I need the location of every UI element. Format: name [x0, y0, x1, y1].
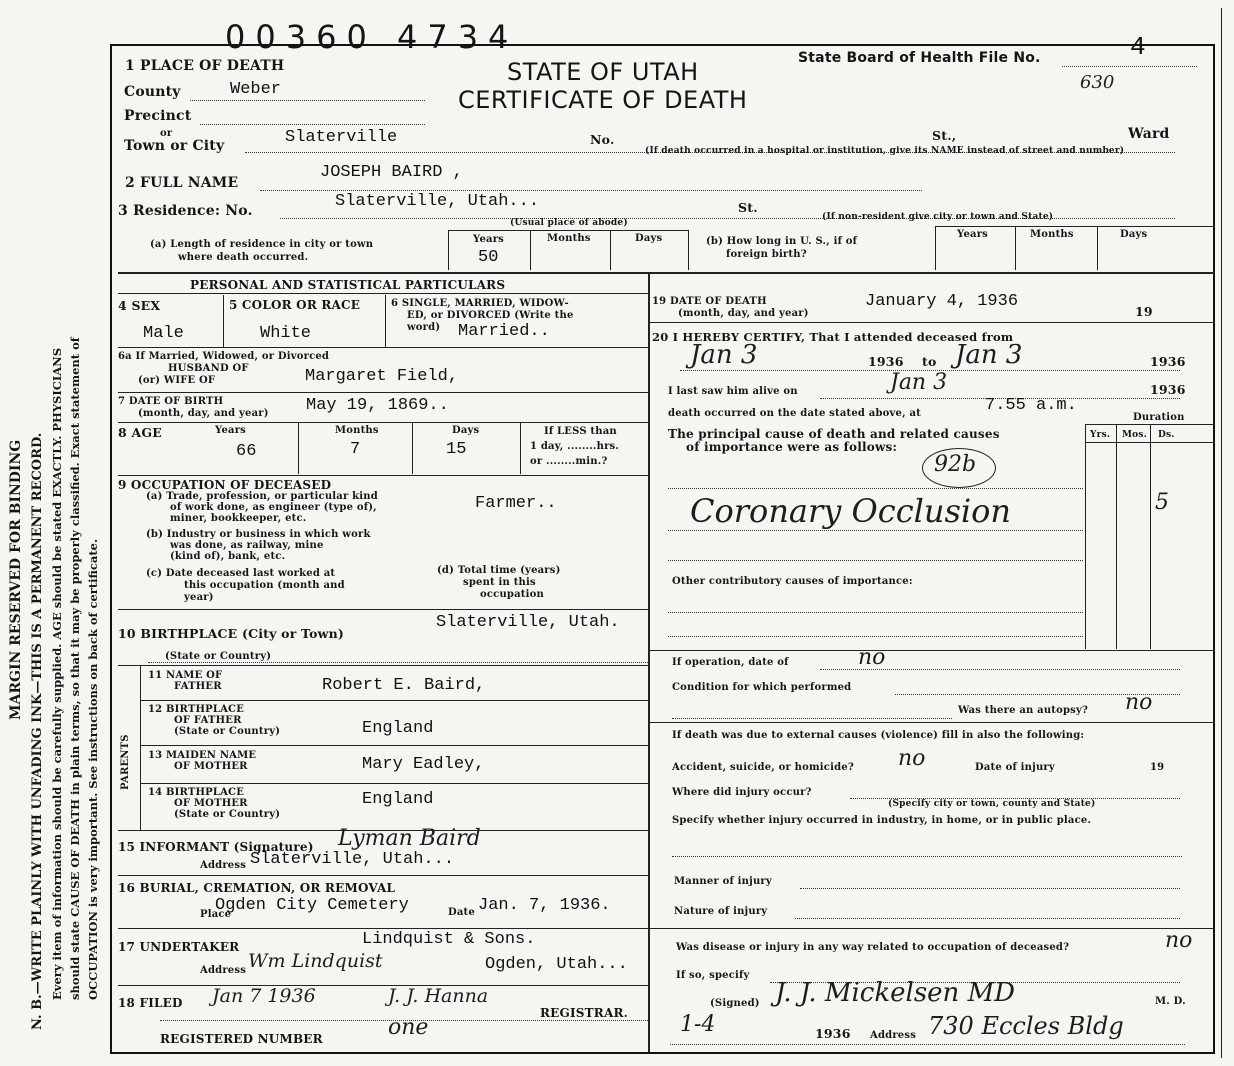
instructions-line-2: should state CAUSE OF DEATH in plain terms, so that it may be properly classified. Exact statement of	[68, 337, 82, 1000]
instructions-line-1: Every item of information should be carefully supplied. AGE should be stated EXACTLY. PHYSICIANS	[50, 347, 64, 1000]
occupation-a-label: (a) Trade, profession, or particular kind of work done, as engineer (type of), miner, bookkeeper, etc.	[146, 491, 378, 524]
registrar-signature: J. J. Hanna	[388, 985, 489, 1007]
attended-to-label: to	[922, 354, 937, 369]
residence-years-value: 50	[478, 248, 499, 267]
us-years-label: Years	[957, 229, 989, 240]
duration-months-label: Mos.	[1122, 430, 1147, 440]
cause-code-circle	[922, 448, 996, 488]
place-of-death-label: 1 PLACE OF DEATH	[125, 58, 285, 74]
age-label: 8 AGE	[118, 425, 162, 440]
death-time: 7.55 a.m.	[985, 396, 1077, 415]
undertaker-label: 17 UNDERTAKER	[118, 940, 240, 954]
occupation-value: Farmer..	[475, 494, 557, 513]
age-years-value: 66	[236, 442, 257, 461]
cause-code: 92b	[934, 452, 977, 477]
registered-number: one	[388, 1015, 429, 1040]
contributory-causes-label: Other contributory causes of importance:	[672, 576, 913, 587]
last-saw-label: I last saw him alive on	[668, 386, 798, 397]
us-residence-label: (b) How long in U. S., if of foreign birth?	[706, 236, 858, 260]
occupation-c-label: (c) Date deceased last worked at this occupation (month and year)	[146, 568, 345, 603]
sex-value: Male	[143, 324, 184, 343]
residence-months-label: Months	[547, 233, 591, 244]
spouse-value: Margaret Field,	[305, 367, 459, 386]
father-birthplace-value: England	[362, 719, 434, 738]
informant-label: 15 INFORMANT (Signature)	[118, 840, 314, 854]
date-of-death-value: January 4, 1936	[865, 292, 1019, 311]
cause-duration: 5	[1155, 490, 1169, 515]
nature-label: Nature of injury	[674, 906, 768, 917]
burial-date-label: Date	[448, 907, 475, 918]
county-label: County	[124, 84, 181, 100]
nonresident-note: (If non-resident give city or town and State)	[822, 212, 1054, 222]
operation-value: no	[858, 645, 886, 670]
residence-days-label: Days	[635, 233, 663, 244]
accident-value: no	[898, 746, 926, 771]
instructions-line-3: OCCUPATION is very important. See instructions on back of certificate.	[86, 539, 100, 1000]
birthplace-state-label: (State or Country)	[165, 651, 272, 662]
town-st-label: St.,	[932, 128, 957, 143]
external-causes-intro: If death was due to external causes (violence) fill in also the following:	[672, 730, 1085, 741]
date-of-death-suffix: 19	[1135, 304, 1153, 319]
signed-label: (Signed)	[710, 998, 760, 1009]
file-sub-number: 630	[1080, 72, 1115, 93]
marital-value: Married..	[458, 322, 550, 341]
file-number-label: State Board of Health File No.	[798, 50, 1041, 66]
full-name-label: 2 FULL NAME	[125, 175, 239, 191]
age-months-label: Months	[335, 425, 379, 436]
if-so-specify-label: If so, specify	[676, 970, 750, 981]
autopsy-label: Was there an autopsy?	[958, 705, 1089, 716]
date-of-death-label: 19 DATE OF DEATH (month, day, and year)	[652, 296, 809, 319]
md-label: M. D.	[1155, 996, 1186, 1007]
age-days-label: Days	[452, 425, 480, 436]
injury-date-suffix: 19	[1150, 762, 1165, 773]
town-label: Town or City	[124, 138, 225, 154]
parents-side-label: PARENTS	[120, 734, 131, 790]
physician-address-label: Address	[870, 1030, 917, 1041]
birthplace-label: 10 BIRTHPLACE (City or Town)	[118, 626, 344, 641]
residence-st-label: St.	[738, 200, 758, 215]
full-name-value: JOSEPH BAIRD ,	[320, 163, 463, 182]
us-days-label: Days	[1120, 229, 1148, 240]
residence-value: Slaterville, Utah...	[335, 192, 540, 211]
serial-number: 00360 4734	[225, 18, 519, 56]
physician-address: 730 Eccles Bldg	[928, 1012, 1124, 1040]
signed-date: 1-4	[680, 1012, 716, 1037]
injury-specify-label: Specify whether injury occurred in industry, in home, or in public place.	[672, 815, 1092, 826]
state-title: STATE OF UTAH	[507, 58, 699, 86]
mother-label: 13 MAIDEN NAME OF MOTHER	[148, 750, 257, 772]
condition-label: Condition for which performed	[672, 682, 852, 693]
father-birthplace-label: 12 BIRTHPLACE OF FATHER (State or Country)	[148, 704, 281, 737]
dob-label: 7 DATE OF BIRTH (month, day, and year)	[118, 396, 269, 419]
county-value: Weber	[230, 80, 282, 99]
burial-date: Jan. 7, 1936.	[478, 896, 611, 915]
last-saw-year: 1936	[1150, 382, 1186, 397]
father-value: Robert E. Baird,	[322, 676, 486, 695]
manner-label: Manner of injury	[674, 876, 772, 887]
occupation-d-label: (d) Total time (years) spent in this occupation	[437, 565, 561, 600]
us-months-label: Months	[1030, 229, 1074, 240]
ward-label: Ward	[1128, 126, 1170, 142]
personal-particulars-heading: PERSONAL AND STATISTICAL PARTICULARS	[190, 278, 506, 292]
marital-label: 6 SINGLE, MARRIED, WIDOW- ED, or DIVORCED (Write the word)	[391, 298, 574, 333]
mother-value: Mary Eadley,	[362, 755, 485, 774]
length-of-residence-label: (a) Length of residence in city or town where death occurred.	[150, 239, 374, 263]
file-number: 4	[1130, 32, 1146, 62]
duration-days-label: Ds.	[1158, 430, 1175, 440]
race-label: 5 COLOR OR RACE	[229, 298, 361, 312]
certificate-title: CERTIFICATE OF DEATH	[458, 86, 748, 114]
duration-label: Duration	[1133, 412, 1185, 423]
sex-label: 4 SEX	[118, 298, 161, 313]
hospital-note: (If death occurred in a hospital or institution, give its NAME instead of street and number)	[645, 146, 1125, 156]
attended-from-year: 1936	[868, 354, 904, 369]
age-days-value: 15	[446, 440, 467, 459]
age-less-than-label: If LESS than 1 day, ........hrs. or ........min.?	[530, 426, 620, 467]
occupation-related-value: no	[1165, 928, 1193, 953]
undertaker-address: Ogden, Utah...	[485, 955, 628, 974]
cause-label: The principal cause of death and related causes of importance were as follows:	[668, 427, 1000, 454]
town-value: Slaterville	[285, 128, 398, 147]
attended-to: Jan 3	[955, 340, 1023, 370]
informant-address: Slaterville, Utah...	[250, 850, 455, 869]
filed-label: 18 FILED	[118, 996, 183, 1010]
father-label: 11 NAME OF FATHER	[148, 670, 223, 692]
binding-margin-note: MARGIN RESERVED FOR BINDING	[8, 439, 24, 720]
informant-signature: Lyman Baird	[338, 826, 481, 851]
residence-label: 3 Residence: No.	[118, 203, 253, 219]
certify-statement: 20 I HEREBY CERTIFY, That I attended deceased from	[652, 330, 1014, 344]
accident-label: Accident, suicide, or homicide?	[672, 762, 854, 773]
operation-label: If operation, date of	[672, 657, 789, 668]
attended-to-year: 1936	[1150, 354, 1186, 369]
occupation-related-label: Was disease or injury in any way related to occupation of deceased?	[676, 942, 1070, 953]
or-label: or	[160, 128, 173, 139]
right-edge	[1221, 8, 1222, 1058]
precinct-label: Precinct	[124, 108, 192, 124]
duration-years-label: Yrs.	[1090, 430, 1111, 440]
filed-date: Jan 7 1936	[212, 985, 316, 1007]
mother-birthplace-label: 14 BIRTHPLACE OF MOTHER (State or Country)	[148, 787, 281, 820]
injury-date-label: Date of injury	[975, 762, 1055, 773]
physician-signature: J. J. Mickelsen MD	[775, 978, 1016, 1008]
attended-from: Jan 3	[690, 340, 758, 370]
race-value: White	[260, 324, 312, 343]
birthplace-value: Slaterville, Utah.	[436, 613, 620, 632]
residence-years-label: Years	[473, 234, 505, 245]
burial-label: 16 BURIAL, CREMATION, OR REMOVAL	[118, 881, 396, 895]
town-no-label: No.	[590, 132, 615, 147]
occupation-label: 9 OCCUPATION OF DECEASED	[118, 478, 332, 492]
informant-address-label: Address	[200, 860, 247, 871]
occupation-b-label: (b) Industry or business in which work was done, as railway, mine (kind of), bank, etc.	[146, 529, 371, 562]
cause-of-death: Coronary Occlusion	[690, 492, 1011, 530]
signed-year: 1936	[815, 1026, 851, 1041]
undertaker-name: Lindquist & Sons.	[362, 930, 536, 949]
autopsy-value: no	[1125, 690, 1153, 715]
age-years-label: Years	[215, 425, 247, 436]
dob-value: May 19, 1869..	[306, 396, 449, 415]
last-saw-date: Jan 3	[890, 370, 948, 395]
injury-location-note: (Specify city or town, county and State)	[888, 799, 1096, 809]
injury-location-label: Where did injury occur?	[672, 787, 812, 798]
burial-place-label: Place	[200, 909, 232, 920]
mother-birthplace-value: England	[362, 790, 434, 809]
undertaker-address-label: Address	[200, 965, 247, 976]
death-occurred-label: death occurred on the date stated above, at	[668, 408, 921, 419]
age-months-value: 7	[350, 440, 361, 459]
burial-place: Ogden City Cemetery	[215, 896, 409, 915]
registered-number-label: REGISTERED NUMBER	[160, 1032, 323, 1046]
undertaker-address-signature: Wm Lindquist	[248, 950, 383, 972]
spouse-label: 6a If Married, Widowed, or Divorced HUSBAND OF (or) WIFE OF	[118, 351, 330, 386]
unfading-ink-note: N. B.—WRITE PLAINLY WITH UNFADING INK—THIS IS A PERMANENT RECORD.	[30, 432, 45, 1030]
abode-note: (Usual place of abode)	[510, 218, 628, 228]
registrar-label: REGISTRAR.	[540, 1006, 629, 1020]
